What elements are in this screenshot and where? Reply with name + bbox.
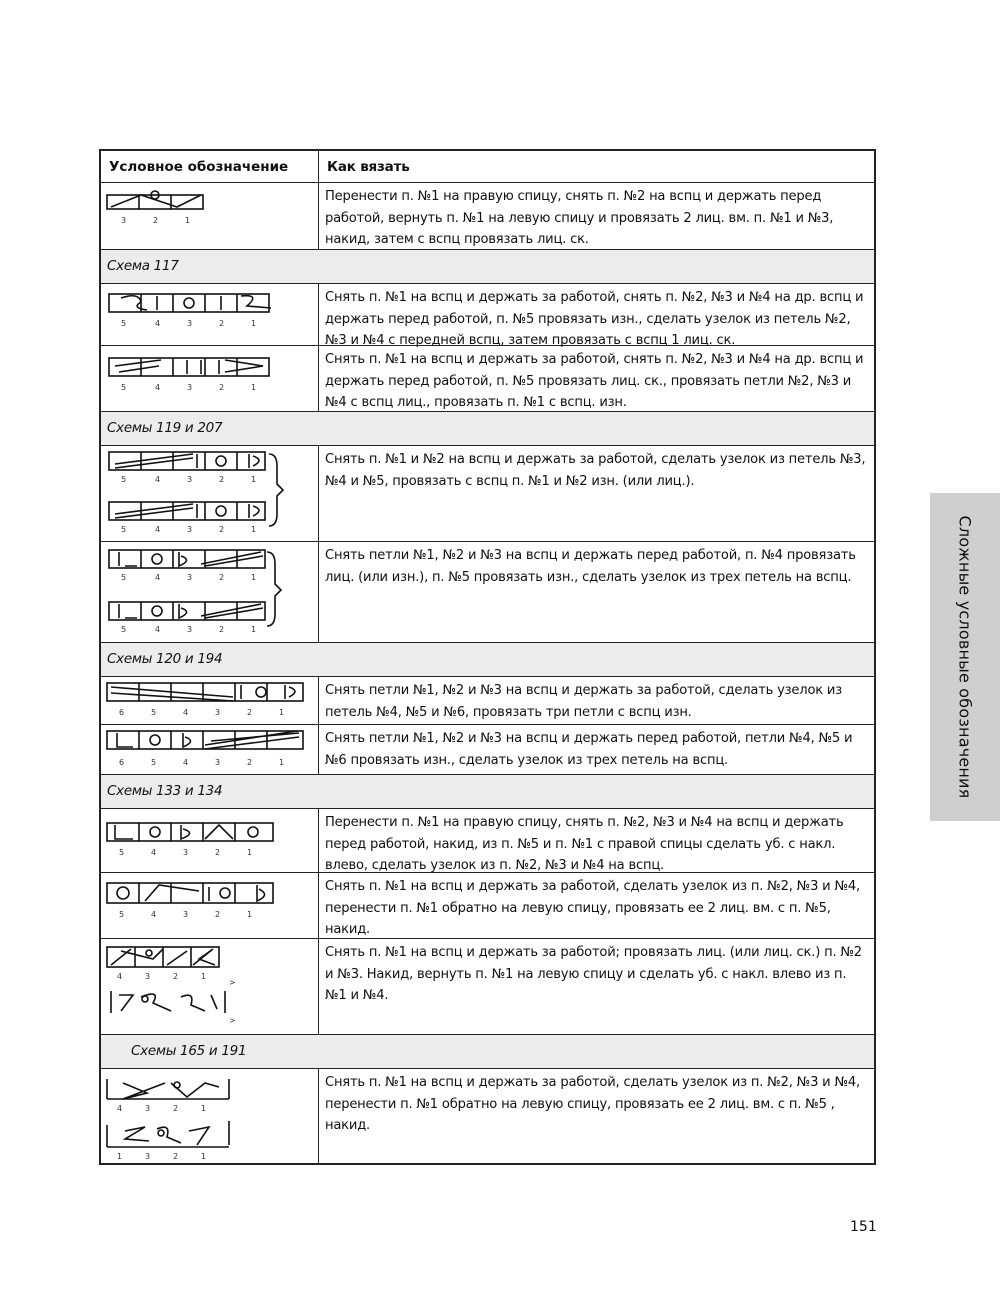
svg-text:2: 2 [219, 625, 225, 634]
symbol-cell [101, 725, 319, 774]
symbol-cell [101, 542, 319, 642]
row-text: Снять петли №1, №2 и №3 на вспц и держать за работой, сделать узелок из петель №4, №5 и №6, провязать три петли с вспц изн. [325, 683, 842, 720]
svg-text:2: 2 [173, 1104, 179, 1113]
table-row [101, 182, 874, 249]
header-symbol: Условное обозначение [101, 151, 319, 182]
row-text: Снять п. №1 на вспц и держать за работой, сделать узелок из п. №2, №3 и №4, перенести п. №1 обратно на левую спицу, провязать ее 2 лиц. вм. с п. №5 , накид. [325, 1075, 860, 1133]
cable-symbol [101, 677, 317, 725]
svg-text:4: 4 [117, 1104, 123, 1113]
row-text: Снять п. №1 на вспц и держать за работой, снять п. №2, №3 и №4 на др. вспц и держать перед работой, п. №5 провязать изн., сделать узелок из петель №2, №3 и №4 с передней вспц, затем провязать с вспц 1 лиц. ск. [325, 290, 864, 348]
svg-text:2: 2 [219, 475, 225, 484]
svg-text:5: 5 [121, 525, 127, 534]
svg-text:4: 4 [155, 625, 161, 634]
cable-symbol [101, 725, 317, 775]
table-row [101, 345, 874, 411]
row-text: Снять п. №1 на вспц и держать за работой, снять п. №2, №3 и №4 на др. вспц и держать перед работой, п. №5 провязать лиц. ск., провязать петли №2, №3 и №4 с вспц лиц., провязать п. №1 с вспц. изн. [325, 352, 864, 410]
section-title: Схема 117 [101, 249, 874, 283]
svg-text:1: 1 [251, 573, 257, 582]
svg-text:2: 2 [219, 525, 225, 534]
cable-symbol [101, 939, 317, 1035]
row-text: Снять петли №1, №2 и №3 на вспц и держать перед работой, п. №4 провязать лиц. (или изн.), п. №5 провязать изн., сделать узелок из трех петель на вспц. [325, 548, 856, 585]
svg-text:2: 2 [153, 216, 159, 225]
svg-text:3: 3 [187, 383, 193, 392]
symbol-cell [101, 809, 319, 872]
symbol-cell [101, 446, 319, 541]
svg-text:2: 2 [219, 573, 225, 582]
page-number: 151 [850, 1219, 877, 1235]
svg-text:3: 3 [121, 216, 127, 225]
row-text: Снять п. №1 и №2 на вспц и держать за работой, сделать узелок из петель №3, №4 и №5, провязать с вспц п. №1 и №2 изн. (или лиц.). [325, 452, 866, 489]
svg-text:3: 3 [187, 573, 193, 582]
svg-text:1: 1 [201, 972, 207, 981]
svg-text:1: 1 [251, 625, 257, 634]
svg-text:2: 2 [247, 758, 253, 767]
svg-text:>: > [229, 978, 236, 987]
svg-text:5: 5 [121, 573, 127, 582]
table-row [101, 724, 874, 774]
table-row [101, 541, 874, 642]
svg-text:1: 1 [251, 319, 257, 328]
svg-text:4: 4 [155, 319, 161, 328]
svg-text:4: 4 [155, 475, 161, 484]
cable-symbol [101, 1069, 317, 1164]
svg-text:5: 5 [151, 758, 157, 767]
table-header [101, 151, 874, 182]
svg-text:2: 2 [173, 972, 179, 981]
svg-text:6: 6 [119, 758, 125, 767]
svg-text:1: 1 [247, 910, 253, 919]
cable-symbol [101, 446, 317, 542]
svg-text:1: 1 [201, 1104, 207, 1113]
svg-text:5: 5 [121, 475, 127, 484]
svg-text:2: 2 [219, 383, 225, 392]
svg-text:1: 1 [251, 383, 257, 392]
svg-text:4: 4 [117, 972, 123, 981]
svg-text:4: 4 [183, 758, 189, 767]
symbol-cell [101, 183, 319, 249]
cable-symbol [101, 542, 317, 643]
symbol-cell [101, 1069, 319, 1163]
table-row [101, 938, 874, 1034]
row-text: Снять п. №1 на вспц и держать за работой; провязать лиц. (или лиц. ск.) п. №2 и №3. Накид, вернуть п. №1 на левую спицу и сделать уб. с накл. влево из п. №1 и №4. [325, 945, 862, 1003]
svg-text:>: > [229, 1016, 236, 1025]
svg-text:2: 2 [247, 708, 253, 717]
table-row [101, 1068, 874, 1163]
svg-text:2: 2 [215, 910, 221, 919]
svg-text:3: 3 [183, 848, 189, 857]
svg-text:3: 3 [187, 475, 193, 484]
symbol-cell [101, 284, 319, 345]
cable-symbol [101, 346, 317, 412]
svg-text:1: 1 [251, 475, 257, 484]
svg-text:6: 6 [119, 708, 125, 717]
row-text: Снять петли №1, №2 и №3 на вспц и держать перед работой, петли №4, №5 и №6 провязать изн., сделать узелок из трех петель на вспц. [325, 731, 853, 768]
symbol-cell [101, 677, 319, 724]
svg-text:3: 3 [145, 972, 151, 981]
svg-text:1: 1 [117, 1152, 123, 1161]
svg-text:3: 3 [183, 910, 189, 919]
table-row [101, 283, 874, 348]
cable-symbol [101, 809, 317, 873]
svg-text:5: 5 [119, 910, 125, 919]
chapter-side-tab-label: Сложные условные обозначения [955, 515, 975, 799]
table-row [101, 872, 874, 938]
row-text: Перенести п. №1 на правую спицу, снять п. №2 на вспц и держать перед работой, вернуть п. №1 на левую спицу и провязать 2 лиц. вм. п. №1 и №3, накид, затем с вспц провязать лиц. ск. [325, 189, 834, 247]
cable-symbol [101, 284, 317, 346]
svg-text:1: 1 [185, 216, 191, 225]
svg-text:5: 5 [121, 625, 127, 634]
section-title: Схемы 165 и 191 [101, 1034, 874, 1068]
svg-text:5: 5 [151, 708, 157, 717]
symbol-cell [101, 939, 319, 1034]
svg-text:3: 3 [215, 758, 221, 767]
svg-text:3: 3 [187, 625, 193, 634]
symbol-cell [101, 346, 319, 411]
svg-text:4: 4 [151, 848, 157, 857]
cable-symbol [101, 873, 317, 939]
svg-text:4: 4 [155, 573, 161, 582]
row-text: Перенести п. №1 на правую спицу, снять п. №2, №3 и №4 на вспц и держать перед работой, накид, из п. №5 и п. №1 с правой спицы сделать уб. с накл. влево, сделать узелок из п. №2, №3 и №4 на вспц. [325, 815, 844, 873]
table-row [101, 445, 874, 541]
svg-text:4: 4 [151, 910, 157, 919]
svg-text:2: 2 [173, 1152, 179, 1161]
svg-text:5: 5 [121, 319, 127, 328]
svg-text:1: 1 [279, 758, 285, 767]
svg-text:3: 3 [215, 708, 221, 717]
svg-text:4: 4 [155, 525, 161, 534]
svg-text:2: 2 [219, 319, 225, 328]
section-title: Схемы 133 и 134 [101, 774, 874, 808]
chapter-side-tab [930, 493, 1000, 821]
svg-text:3: 3 [145, 1152, 151, 1161]
header-howto: Как вязать [327, 159, 410, 175]
section-title: Схемы 119 и 207 [101, 411, 874, 445]
svg-text:2: 2 [215, 848, 221, 857]
cable-symbol [101, 183, 317, 250]
svg-text:1: 1 [201, 1152, 207, 1161]
table-row [101, 808, 874, 872]
svg-text:4: 4 [183, 708, 189, 717]
svg-text:4: 4 [155, 383, 161, 392]
section-title: Схемы 120 и 194 [101, 642, 874, 676]
table-row [101, 676, 874, 724]
svg-text:3: 3 [187, 319, 193, 328]
svg-text:5: 5 [121, 383, 127, 392]
symbol-table [99, 149, 876, 1165]
svg-text:5: 5 [119, 848, 125, 857]
svg-text:1: 1 [251, 525, 257, 534]
svg-text:1: 1 [279, 708, 285, 717]
svg-text:1: 1 [247, 848, 253, 857]
svg-text:3: 3 [187, 525, 193, 534]
svg-text:3: 3 [145, 1104, 151, 1113]
symbol-cell [101, 873, 319, 938]
row-text: Снять п. №1 на вспц и держать за работой, сделать узелок из п. №2, №3 и №4, перенести п. №1 обратно на левую спицу, провязать ее 2 лиц. вм. с п. №5, накид. [325, 879, 860, 937]
